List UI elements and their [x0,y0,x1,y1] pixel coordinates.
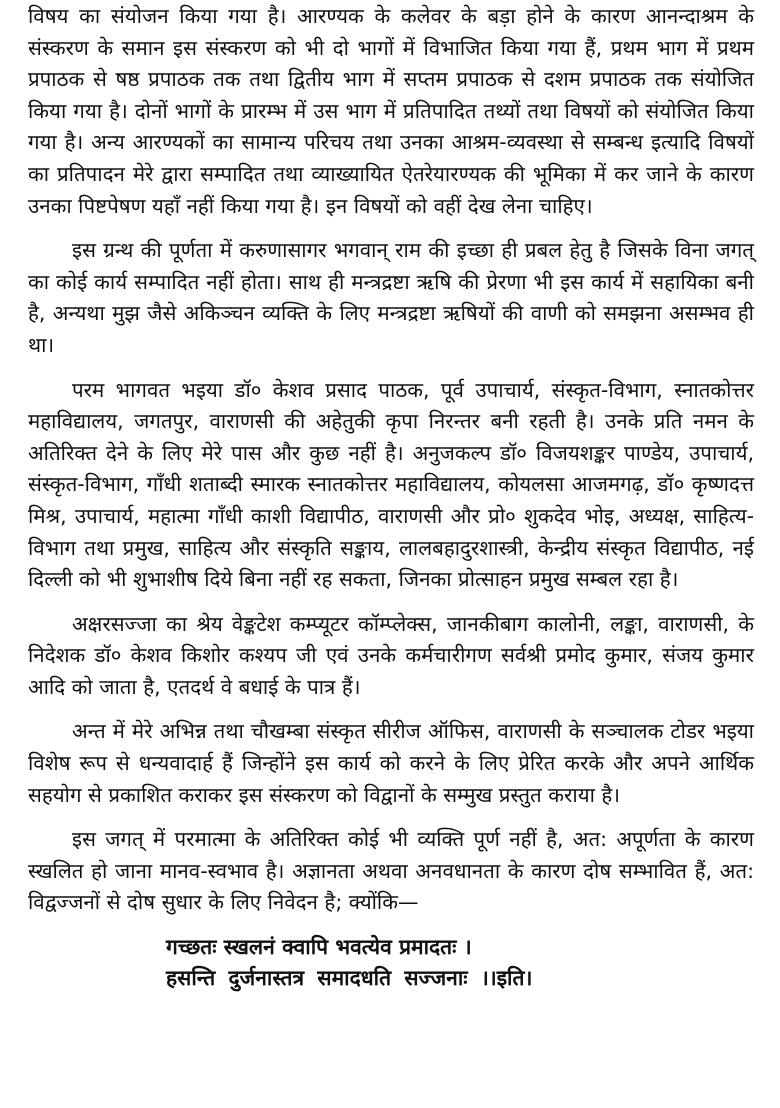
closing-verse [28,932,754,994]
paragraph-acknowledgements: परम भागवत भइया डॉ० केशव प्रसाद पाठक, पूर्व उपाचार्य, संस्कृत-विभाग, स्नातकोत्तर महाविद्यालय, जगतपुर, वाराणसी की अहेतुकी कृपा निरन्तर बनी रहती है। उनके प्रति नमन के अतिरिक्त देने के लिए मेरे पास और कुछ नहीं है। अनुजकल्प डॉ० विजयशङ्कर पाण्डेय, उपाचार्य, संस्कृत-विभाग, गाँधी शताब्दी स्मारक स्नातकोत्तर महाविद्यालय, कोयलसा आजमगढ़, डॉ० कृष्णदत्त मिश्र, उपाचार्य, महात्मा गाँधी काशी विद्यापीठ, वाराणसी और प्रो० शुकदेव भोइ, अध्यक्ष, साहित्य-विभाग तथा प्रमुख, साहित्य और संस्कृति सङ्काय, लालबहादुरशास्त्री, केन्द्रीय संस्कृत विद्यापीठ, नई दिल्ली को भी शुभाशीष दिये बिना नहीं रह सकता, जिनका प्रोत्साहन प्रमुख सम्बल रहा है। [28,377,754,592]
verse-line-1: गच्छतः स्खलनं क्वापि भवत्येव प्रमादतः । [166,935,472,960]
paragraph-publisher: अन्त में मेरे अभिन्न तथा चौखम्बा संस्कृत सीरीज ऑफिस, वाराणसी के सञ्चालक टोडर भइया विशेष रूप से धन्यवादार्ह हैं जिन्होंने इस कार्य को करने के लिए प्रेरित करके और अपने आर्थिक सहयोग से प्रकाशित कराकर इस संस्करण को विद्वानों के सम्मुख प्रस्तुत कराया है। [28,719,754,807]
verse-line-2: हसन्ति दुर्जनास्तत्र समादधति सज्जनाः ।।इति। [166,966,533,991]
paragraph-arrangement: विषय का संयोजन किया गया है। आरण्यक के कलेवर के बड़ा होने के कारण आनन्दाश्रम के संस्करण के समान इस संस्करण को भी दो भागों में विभाजित किया गया हैं, प्रथम भाग में प्रथम प्रपाठक से षष्ठ प्रपाठक तक तथा द्वितीय भाग में सप्तम प्रपाठक से दशम प्रपाठक तक संयोजित किया गया है। दोनों भागों के प्रारम्भ में उस भाग में प्रतिपादित तथ्यों तथा विषयों को संयोजित किया गया है। अन्य आरण्यकों का सामान्य परिचय तथा उनका आश्रम-व्यवस्था से सम्बन्ध इत्यादि विषयों का प्रतिपादन मेरे द्वारा सम्पादित तथा व्याख्यायित ऐतरेयारण्यक की भूमिका में कर जाने के कारण उनका पिष्टपेषण यहाँ नहीं किया गया है। इन विषयों को वहीं देख लेना चाहिए। [28,4,754,218]
paragraph-typesetting: अक्षरसज्जा का श्रेय वेङ्कटेश कम्प्यूटर कॉम्प्लेक्स, जानकीबाग कालोनी, लङ्का, वाराणसी, के निदेशक डॉ० केशव किशोर कश्यप जी एवं उनके कर्मचारीगण सर्वश्री प्रमोद कुमार, संजय कुमार आदि को जाता है, एतदर्थ वे बधाई के पात्र हैं। [28,611,754,699]
paragraph-imperfection: इस जगत् में परमात्मा के अतिरिक्त कोई भी व्यक्ति पूर्ण नहीं है, अत: अपूर्णता के कारण स्खलित हो जाना मानव-स्वभाव है। अज्ञानता अथवा अनवधानता के कारण दोष सम्भावित हैं, अत: विद्वज्जनों से दोष सुधार के लिए निवेदन है; क्योंकि— [28,827,754,915]
paragraph-grace: इस ग्रन्थ की पूर्णता में करुणासागर भगवान् राम की इच्छा ही प्रबल हेतु है जिसके विना जगत् का कोई कार्य सम्पादित नहीं होता। साथ ही मन्त्रद्रष्टा ऋषि की प्रेरणा भी इस कार्य में सहायिका बनी है, अन्यथा मुझ जैसे अकिञ्चन व्यक्ति के लिए मन्त्रद्रष्टा ऋषियों की वाणी को समझना असम्भव ही था। [28,238,754,357]
document-page [28,0,754,1108]
